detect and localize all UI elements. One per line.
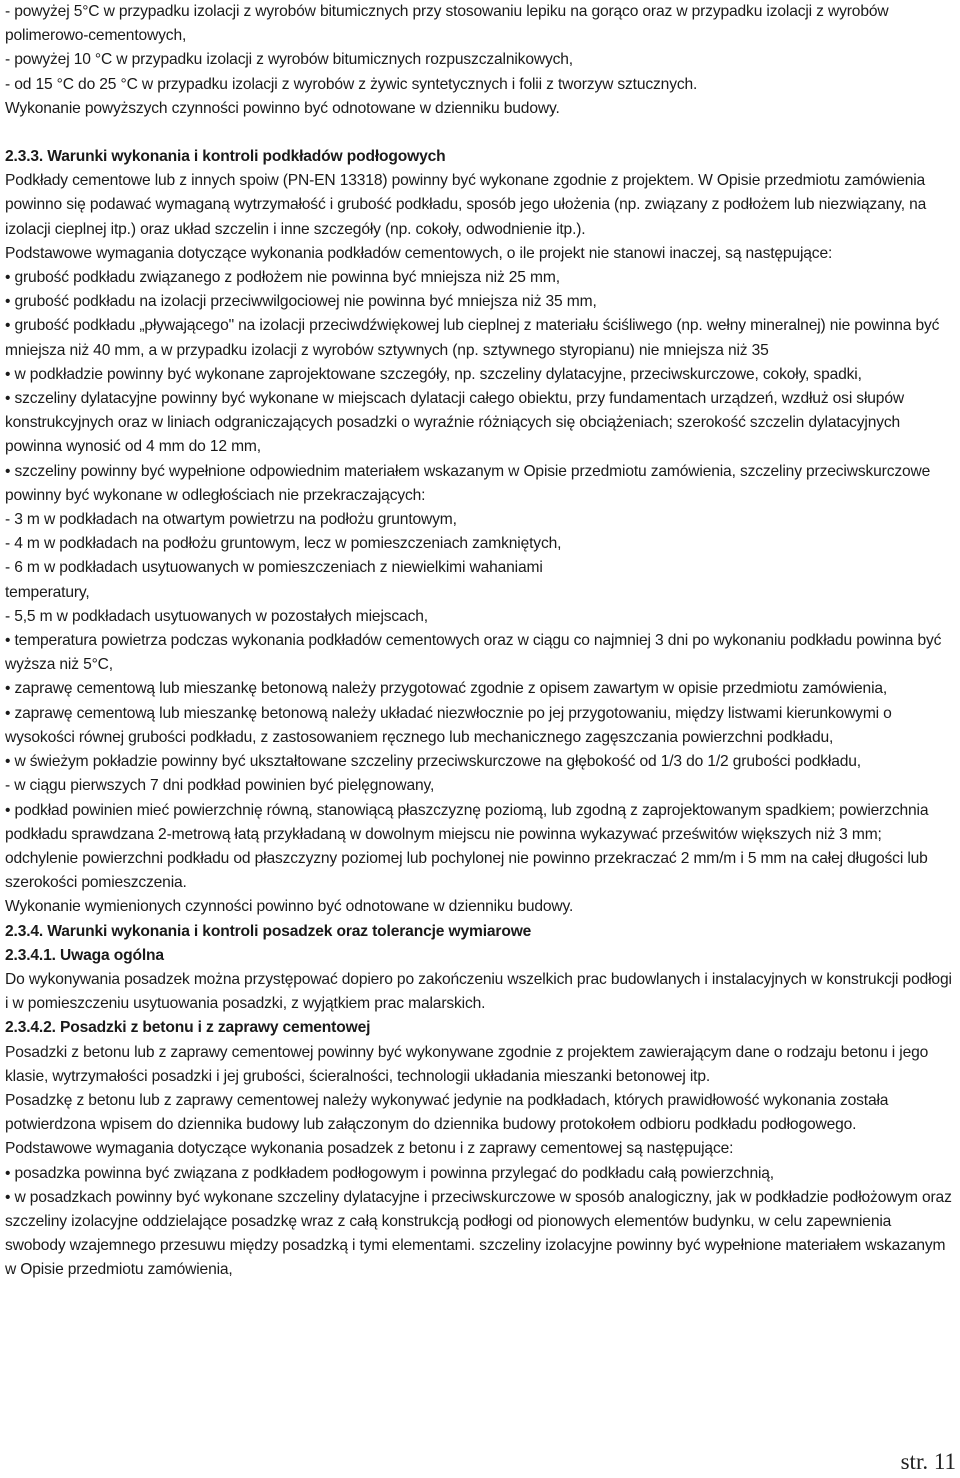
list-item-damp-proof-thickness: • grubość podkładu na izolacji przeciwwilgociowej nie powinna być mniejsza niż 35 mm,	[5, 293, 597, 311]
paragraph-temperature-resin: - od 15 °C do 25 °C w przypadku izolacji z wyrobów z żywic syntetycznych i folii z tworzyw sztucznych.	[5, 75, 698, 93]
list-item-bonded-floor: • posadzka powinna być związana z podkładem podłogowym i powinna przylegać do podkładu całą powierzchnią,	[5, 1164, 774, 1182]
page-number: str. 11	[900, 1449, 956, 1474]
list-item-flatness: • podkład powinien mieć powierzchnię równą, stanowiącą płaszczyznę poziomą, lub zgodną z zaprojektowanym spadkiem; powierzchnia podkładu sprawdzana 2-metrową łatą przykładaną w dowolnym miejscu nie powinna wykazywać prześwitów większych niż 3 mm; odchylenie powierzchni podkładu od płaszczyzny poziomej lub pochylonej nie powinno przekraczać 2 mm/m i 5 mm na całej długości lub szerokości pomieszczenia.	[5, 801, 929, 892]
list-item-joint-filling: • szczeliny powinny być wypełnione odpowiednim materiałem wskazanym w Opisie przedmiotu zamówienia, szczeliny przeciwskurczowe powinny być wykonane w odległościach nie przekraczających:	[5, 462, 931, 504]
paragraph-temperature-bitumen-hot: - powyżej 5°C w przypadku izolacji z wyrobów bitumicznych przy stosowaniu lepiku na gorąco oraz w przypadku izolacji z wyrobów polimerowo-cementowych,	[5, 3, 889, 45]
paragraph-subfloor-requirements: Podstawowe wymagania dotyczące wykonania podkładów cementowych, o ile projekt nie stanowi inaczej, są następujące:	[5, 244, 833, 262]
list-item-expansion-joints: • szczeliny dylatacyjne powinny być wykonane w miejscach dylatacji całego obiektu, przy fundamentach urządzeń, wzdłuż osi słupów konstrukcyjnych oraz w liniach odgraniczających posadzki o wyraźnie różniących się obciążeniach; szerokość szczelin dylatacyjnych powinna wynosić od 4 mm do 12 mm,	[5, 390, 904, 456]
list-item-spacing-6m-cont: temperatury,	[5, 583, 90, 601]
list-item-floating-thickness: • grubość podkładu „pływającego" na izolacji przeciwdźwiękowej lub cieplnej z materiału ściśliwego (np. wełny mineralnej) nie powinna być mniejsza niż 40 mm, a w przypadku izolacji z wyrobów sztywnych (np. sztywnego styropianu) nie mniejsza niż 35	[5, 317, 940, 359]
list-item-mortar-preparation: • zaprawę cementową lub mieszankę betonową należy przygotować zgodnie z opisem zawartym w opisie przedmiotu zamówienia,	[5, 680, 888, 698]
paragraph-general-note: Do wykonywania posadzek można przystępować dopiero po zakończeniu wszelkich prac budowlanych i instalacyjnych w konstrukcji podłogi i w pomieszczeniu usytuowania posadzki, z wyjątkiem prac malarskich.	[5, 970, 952, 1013]
list-item-air-temperature: • temperatura powietrza podczas wykonania podkładów cementowych oraz w ciągu co najmniej 3 dni po wykonaniu podkładu powinna być wyższa niż 5°C,	[5, 632, 942, 674]
list-item-spacing-4m: - 4 m w podkładach na podłożu gruntowym, lecz w pomieszczeniach zamkniętych,	[5, 535, 562, 553]
section-heading-2-3-3: 2.3.3. Warunki wykonania i kontroli podkładów podłogowych	[5, 148, 446, 166]
list-item-bonded-thickness: • grubość podkładu związanego z podłożem nie powinna być mniejsza niż 25 mm,	[5, 269, 560, 287]
list-item-design-details: • w podkładzie powinny być wykonane zaprojektowane szczegóły, np. szczeliny dylatacyjne, przeciwskurczowe, cokoły, spadki,	[5, 365, 862, 383]
section-heading-2-3-4: 2.3.4. Warunki wykonania i kontroli posadzek oraz tolerancje wymiarowe	[5, 922, 532, 940]
paragraph-concrete-subfloor-approval: Posadzkę z betonu lub z zaprawy cementowej należy wykonywać jedynie na podkładach, których prawidłowość wykonania została potwierdzona wpisem do dziennika budowy lub załączonym do dziennika budowy protokołem odbioru podkładu podłogowego.	[5, 1091, 889, 1134]
list-item-floor-joints: • w posadzkach powinny być wykonane szczeliny dylatacyjne i przeciwskurczowe w sposób analogiczny, jak w podkładzie podłożowym oraz szczeliny izolacyjne oddzielające posadzkę wraz z całą konstrukcją podłogi od pionowych elementów budynku, w celu zapewnienia swobody wzajemnego przesuwu między posadzką i tymi elementami. szczeliny izolacyjne powinny być wypełnione materiałem wskazanym w Opisie przedmiotu zamówienia,	[5, 1188, 952, 1279]
section-heading-2-3-4-2: 2.3.4.2. Posadzki z betonu i z zaprawy cementowej	[5, 1019, 371, 1037]
paragraph-concrete-floors: Posadzki z betonu lub z zaprawy cementowej powinny być wykonywane zgodnie z projektem zawierającym dane o rodzaju betonu i jego klasie, wytrzymałości posadzki i jej grubości, ścieralności, technologii układania mieszanki betonowej itp.	[5, 1043, 929, 1085]
list-item-shrinkage-joints: • w świeżym pokładzie powinny być ukształtowane szczeliny przeciwskurczowe na głębokość od 1/3 do 1/2 grubości podkładu,	[5, 753, 861, 771]
blank-line	[5, 121, 953, 145]
list-item-spacing-6m: - 6 m w podkładach usytuowanych w pomieszczeniach z niewielkimi wahaniami	[5, 559, 543, 577]
list-item-mortar-laying: • zaprawę cementową lub mieszankę betonową należy układać niezwłocznie po jej przygotowaniu, między listwami kierunkowymi o wysokości równej grubości podkładu, z zastosowaniem ręcznego lub mechanicznego zagęszczania powierzchni podkładu,	[5, 704, 892, 746]
paragraph-subfloor-intro: Podkłady cementowe lub z innych spoiw (PN-EN 13318) powinny być wykonane zgodnie z projektem. W Opisie przedmiotu zamówienia powinno się podawać wymaganą wytrzymałość i grubość podkładu, sposób jego ułożenia (np. związany z podłożem lub niezwiązany, na izolacji cieplnej itp.) oraz układ szczelin i inne szczegóły (np. cokoły, odwodnienie itp.).	[5, 172, 927, 238]
document-body	[5, 0, 953, 1283]
list-item-spacing-5-5m: - 5,5 m w podkładach usytuowanych w pozostałych miejscach,	[5, 607, 428, 625]
paragraph-concrete-requirements: Podstawowe wymagania dotyczące wykonania posadzek z betonu i z zaprawy cementowej są następujące:	[5, 1140, 734, 1158]
paragraph-temperature-solvent: - powyżej 10 °C w przypadku izolacji z wyrobów bitumicznych rozpuszczalnikowych,	[5, 51, 573, 69]
list-item-spacing-3m: - 3 m w podkładach na otwartym powietrzu na podłożu gruntowym,	[5, 511, 457, 529]
list-item-curing: - w ciągu pierwszych 7 dni podkład powinien być pielęgnowany,	[5, 777, 435, 795]
paragraph-logbook-note: Wykonanie powyższych czynności powinno być odnotowane w dzienniku budowy.	[5, 99, 560, 117]
paragraph-logbook-note-2: Wykonanie wymienionych czynności powinno być odnotowane w dzienniku budowy.	[5, 898, 574, 916]
section-heading-2-3-4-1: 2.3.4.1. Uwaga ogólna	[5, 946, 164, 964]
